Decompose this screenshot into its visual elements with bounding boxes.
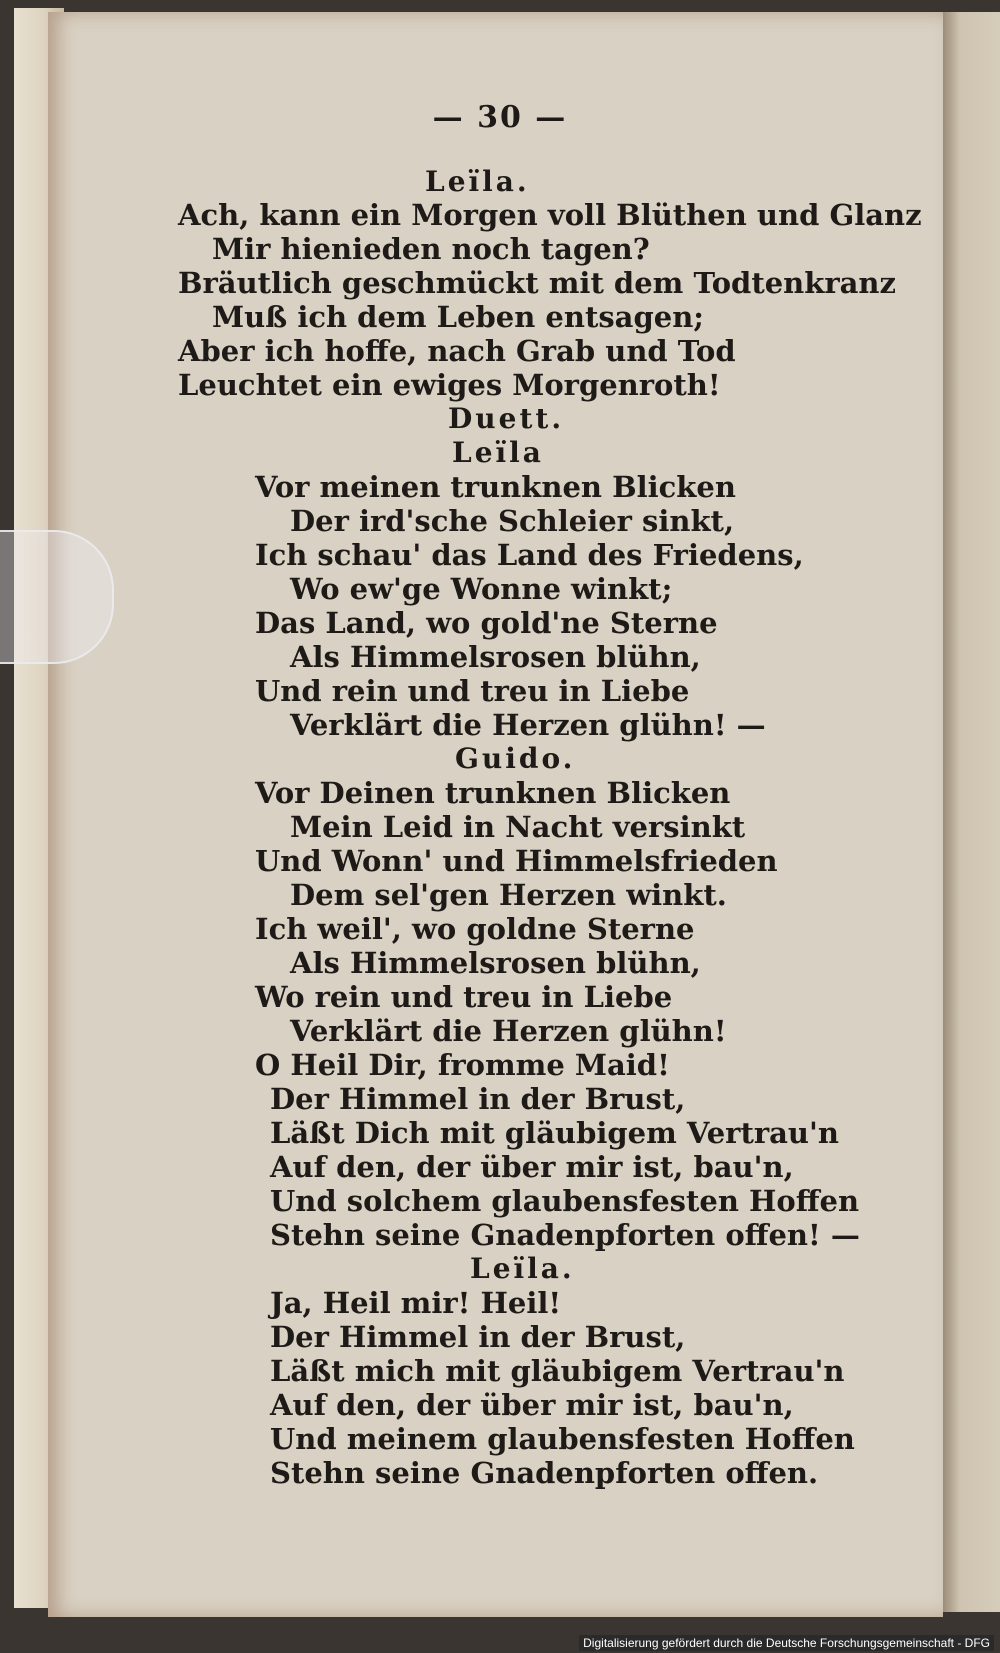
- verse-line: Der ird'sche Schleier sinkt,: [290, 504, 735, 538]
- verse-line: Verklärt die Herzen glühn!: [290, 1014, 727, 1048]
- page-number: — 30 —: [432, 100, 568, 135]
- funding-notice: Digitalisierung gefördert durch die Deutsche Forschungsgemeinschaft - DFG: [579, 1635, 994, 1651]
- verse-line: Leuchtet ein ewiges Morgenroth!: [178, 368, 721, 402]
- verse-line: Und rein und treu in Liebe: [255, 674, 690, 708]
- verse-line: Der Himmel in der Brust,: [270, 1320, 686, 1354]
- verse-line: Aber ich hoffe, nach Grab und Tod: [178, 334, 736, 368]
- verse-line: Vor meinen trunknen Blicken: [255, 470, 736, 504]
- verse-line: Läßt mich mit gläubigem Vertrau'n: [270, 1354, 845, 1388]
- verse-line: Auf den, der über mir ist, bau'n,: [270, 1388, 794, 1422]
- verse-line: Auf den, der über mir ist, bau'n,: [270, 1150, 794, 1184]
- verse-line: Verklärt die Herzen glühn! —: [290, 708, 766, 742]
- verse-line: Wo rein und treu in Liebe: [255, 980, 673, 1014]
- verse-line: Und meinem glaubensfesten Hoffen: [270, 1422, 855, 1456]
- verse-line: Als Himmelsrosen blühn,: [290, 640, 701, 674]
- speaker-heading: Leïla.: [470, 1252, 575, 1285]
- verse-line: Und solchem glaubensfesten Hoffen: [270, 1184, 860, 1218]
- verse-line: Bräutlich geschmückt mit dem Todtenkranz: [178, 266, 896, 300]
- verse-line: Das Land, wo gold'ne Sterne: [255, 606, 718, 640]
- verse-line: Ja, Heil mir! Heil!: [270, 1286, 562, 1320]
- speaker-heading: Leïla: [452, 436, 544, 469]
- speaker-heading: Guido.: [455, 742, 576, 775]
- verse-line: Mein Leid in Nacht versinkt: [290, 810, 746, 844]
- verse-line: Muß ich dem Leben entsagen;: [212, 300, 704, 334]
- verse-line: Und Wonn' und Himmelsfrieden: [255, 844, 778, 878]
- verse-line: Mir hienieden noch tagen?: [212, 232, 650, 266]
- verse-line: Stehn seine Gnadenpforten offen.: [270, 1456, 819, 1490]
- verse-line: O Heil Dir, fromme Maid!: [255, 1048, 670, 1082]
- verse-line: Stehn seine Gnadenpforten offen! —: [270, 1218, 860, 1252]
- section-heading: Duett.: [448, 402, 565, 435]
- verse-line: Läßt Dich mit gläubigem Vertrau'n: [270, 1116, 839, 1150]
- verse-line: Wo ew'ge Wonne winkt;: [290, 572, 673, 606]
- verse-line: Dem sel'gen Herzen winkt.: [290, 878, 727, 912]
- verse-line: Ich weil', wo goldne Sterne: [255, 912, 695, 946]
- verse-line: Ach, kann ein Morgen voll Blüthen und Glanz: [178, 198, 922, 232]
- verse-line: Als Himmelsrosen blühn,: [290, 946, 701, 980]
- verse-line: Der Himmel in der Brust,: [270, 1082, 686, 1116]
- verse-line: Vor Deinen trunknen Blicken: [255, 776, 731, 810]
- verse-line: Ich schau' das Land des Friedens,: [255, 538, 804, 572]
- speaker-heading: Leïla.: [425, 165, 530, 198]
